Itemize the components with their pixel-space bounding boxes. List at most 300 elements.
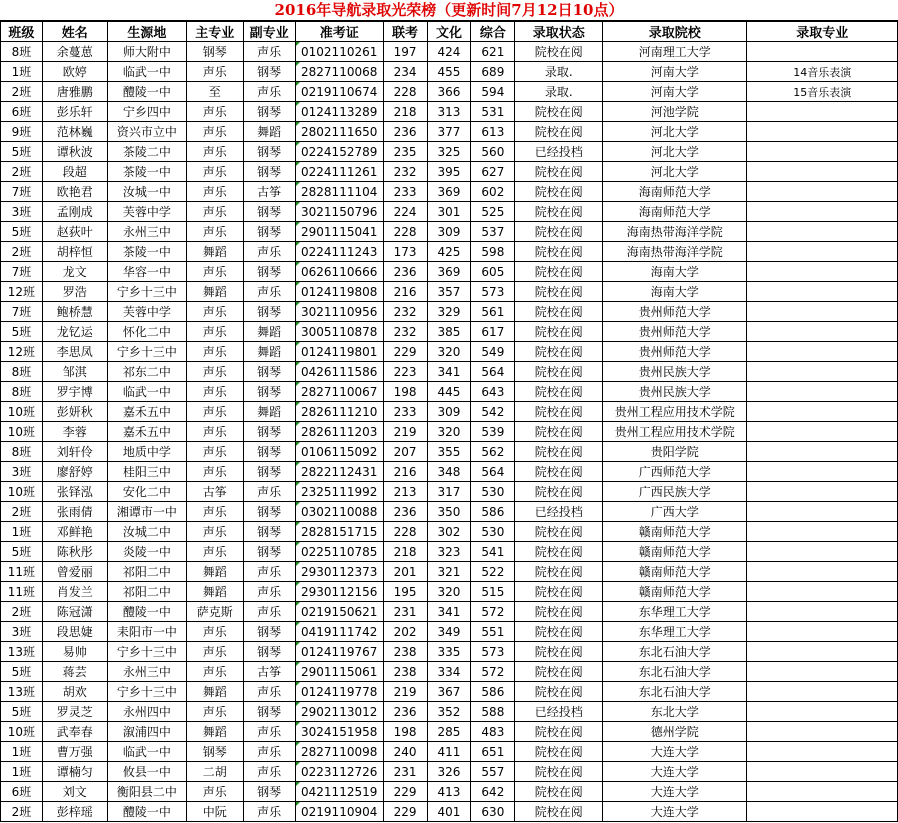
table-cell[interactable]: 5班 bbox=[1, 702, 43, 722]
table-cell[interactable]: 大连大学 bbox=[603, 762, 747, 782]
table-cell[interactable]: 声乐 bbox=[187, 342, 243, 362]
table-cell[interactable]: 3班 bbox=[1, 202, 43, 222]
table-cell[interactable]: 195 bbox=[383, 582, 427, 602]
table-cell[interactable]: 钢琴 bbox=[243, 262, 295, 282]
table-cell[interactable]: 声乐 bbox=[243, 722, 295, 742]
table-cell[interactable]: 院校在阅 bbox=[515, 382, 603, 402]
table-cell[interactable]: 声乐 bbox=[243, 762, 295, 782]
table-cell[interactable]: 2826111203 bbox=[295, 422, 383, 442]
table-cell[interactable]: 声乐 bbox=[187, 182, 243, 202]
table-cell[interactable]: 声乐 bbox=[187, 62, 243, 82]
table-cell[interactable]: 曹万强 bbox=[42, 742, 107, 762]
table-cell[interactable]: 572 bbox=[471, 602, 515, 622]
table-cell[interactable]: 河池学院 bbox=[603, 102, 747, 122]
table-cell[interactable]: 钢琴 bbox=[243, 202, 295, 222]
table-cell[interactable]: 11班 bbox=[1, 582, 43, 602]
table-cell[interactable] bbox=[747, 522, 898, 542]
table-cell[interactable]: 大连大学 bbox=[603, 742, 747, 762]
table-cell[interactable]: 余蔓葸 bbox=[42, 42, 107, 62]
table-cell[interactable]: 234 bbox=[383, 62, 427, 82]
table-cell[interactable]: 宁乡十三中 bbox=[107, 282, 186, 302]
table-cell[interactable]: 贵阳学院 bbox=[603, 442, 747, 462]
table-cell[interactable]: 古筝 bbox=[187, 482, 243, 502]
table-cell[interactable]: 630 bbox=[471, 802, 515, 822]
table-cell[interactable]: 贵州师范大学 bbox=[603, 302, 747, 322]
table-cell[interactable] bbox=[747, 42, 898, 62]
table-cell[interactable]: 赵荻叶 bbox=[42, 222, 107, 242]
table-cell[interactable]: 541 bbox=[471, 542, 515, 562]
table-cell[interactable]: 216 bbox=[383, 282, 427, 302]
table-cell[interactable]: 声乐 bbox=[243, 242, 295, 262]
table-cell[interactable]: 赣南师范大学 bbox=[603, 582, 747, 602]
column-header[interactable]: 综合 bbox=[471, 22, 515, 42]
table-cell[interactable]: 段超 bbox=[42, 162, 107, 182]
table-cell[interactable]: 557 bbox=[471, 762, 515, 782]
table-cell[interactable]: 0225110785 bbox=[295, 542, 383, 562]
table-cell[interactable]: 198 bbox=[383, 382, 427, 402]
table-cell[interactable]: 551 bbox=[471, 622, 515, 642]
table-cell[interactable] bbox=[747, 242, 898, 262]
table-cell[interactable]: 236 bbox=[383, 502, 427, 522]
table-cell[interactable]: 声乐 bbox=[187, 142, 243, 162]
table-cell[interactable]: 530 bbox=[471, 482, 515, 502]
table-cell[interactable]: 2827110098 bbox=[295, 742, 383, 762]
table-cell[interactable]: 赣南师范大学 bbox=[603, 542, 747, 562]
table-cell[interactable]: 228 bbox=[383, 522, 427, 542]
table-cell[interactable]: 1班 bbox=[1, 522, 43, 542]
table-cell[interactable]: 祁阳二中 bbox=[107, 582, 186, 602]
table-cell[interactable]: 207 bbox=[383, 442, 427, 462]
table-cell[interactable]: 0224111243 bbox=[295, 242, 383, 262]
table-cell[interactable]: 声乐 bbox=[243, 562, 295, 582]
table-cell[interactable]: 广西师范大学 bbox=[603, 462, 747, 482]
table-cell[interactable]: 3班 bbox=[1, 622, 43, 642]
table-cell[interactable]: 舞蹈 bbox=[243, 122, 295, 142]
table-cell[interactable]: 贵州师范大学 bbox=[603, 322, 747, 342]
table-cell[interactable]: 钢琴 bbox=[243, 462, 295, 482]
table-cell[interactable]: 古筝 bbox=[243, 182, 295, 202]
table-cell[interactable]: 341 bbox=[427, 362, 471, 382]
table-cell[interactable]: 攸县一中 bbox=[107, 762, 186, 782]
table-cell[interactable]: 声乐 bbox=[187, 542, 243, 562]
table-cell[interactable]: 贵州师范大学 bbox=[603, 342, 747, 362]
table-cell[interactable]: 声乐 bbox=[243, 482, 295, 502]
table-cell[interactable]: 0426111586 bbox=[295, 362, 383, 382]
table-cell[interactable]: 11班 bbox=[1, 562, 43, 582]
table-cell[interactable]: 院校在阅 bbox=[515, 522, 603, 542]
table-cell[interactable]: 院校在阅 bbox=[515, 722, 603, 742]
table-cell[interactable]: 中阮 bbox=[187, 802, 243, 822]
table-cell[interactable]: 531 bbox=[471, 102, 515, 122]
table-cell[interactable]: 钢琴 bbox=[243, 222, 295, 242]
table-cell[interactable]: 舞蹈 bbox=[243, 322, 295, 342]
table-cell[interactable]: 地质中学 bbox=[107, 442, 186, 462]
table-cell[interactable]: 9班 bbox=[1, 122, 43, 142]
table-cell[interactable]: 313 bbox=[427, 102, 471, 122]
table-cell[interactable] bbox=[747, 482, 898, 502]
table-cell[interactable]: 院校在阅 bbox=[515, 42, 603, 62]
table-cell[interactable]: 522 bbox=[471, 562, 515, 582]
table-cell[interactable]: 0223112726 bbox=[295, 762, 383, 782]
table-cell[interactable]: 师大附中 bbox=[107, 42, 186, 62]
table-cell[interactable]: 594 bbox=[471, 82, 515, 102]
table-cell[interactable]: 陈冠潇 bbox=[42, 602, 107, 622]
table-cell[interactable] bbox=[747, 682, 898, 702]
table-cell[interactable]: 425 bbox=[427, 242, 471, 262]
table-cell[interactable]: 河北大学 bbox=[603, 142, 747, 162]
table-cell[interactable]: 0219150621 bbox=[295, 602, 383, 622]
table-cell[interactable] bbox=[747, 542, 898, 562]
table-cell[interactable]: 罗灵芝 bbox=[42, 702, 107, 722]
table-cell[interactable]: 643 bbox=[471, 382, 515, 402]
table-cell[interactable]: 229 bbox=[383, 802, 427, 822]
table-cell[interactable]: 舞蹈 bbox=[187, 242, 243, 262]
table-cell[interactable] bbox=[747, 202, 898, 222]
table-cell[interactable]: 236 bbox=[383, 122, 427, 142]
table-cell[interactable]: 341 bbox=[427, 602, 471, 622]
table-cell[interactable]: 至 bbox=[187, 82, 243, 102]
table-cell[interactable]: 6班 bbox=[1, 102, 43, 122]
table-cell[interactable]: 3021150796 bbox=[295, 202, 383, 222]
table-cell[interactable]: 5班 bbox=[1, 322, 43, 342]
table-cell[interactable]: 钢琴 bbox=[243, 442, 295, 462]
table-cell[interactable]: 钢琴 bbox=[243, 422, 295, 442]
table-cell[interactable]: 369 bbox=[427, 262, 471, 282]
table-cell[interactable]: 院校在阅 bbox=[515, 262, 603, 282]
table-cell[interactable]: 0124119778 bbox=[295, 682, 383, 702]
table-cell[interactable]: 院校在阅 bbox=[515, 742, 603, 762]
table-cell[interactable]: 声乐 bbox=[187, 402, 243, 422]
table-cell[interactable]: 院校在阅 bbox=[515, 202, 603, 222]
table-cell[interactable]: 301 bbox=[427, 202, 471, 222]
table-cell[interactable]: 院校在阅 bbox=[515, 802, 603, 822]
table-cell[interactable]: 2901115041 bbox=[295, 222, 383, 242]
table-cell[interactable]: 2828111104 bbox=[295, 182, 383, 202]
table-cell[interactable]: 0224111261 bbox=[295, 162, 383, 182]
table-cell[interactable]: 东北石油大学 bbox=[603, 642, 747, 662]
table-cell[interactable]: 声乐 bbox=[187, 382, 243, 402]
table-cell[interactable]: 东北石油大学 bbox=[603, 682, 747, 702]
table-cell[interactable]: 642 bbox=[471, 782, 515, 802]
table-cell[interactable]: 240 bbox=[383, 742, 427, 762]
table-cell[interactable]: 7班 bbox=[1, 262, 43, 282]
table-cell[interactable]: 钢琴 bbox=[243, 642, 295, 662]
column-header[interactable]: 录取状态 bbox=[515, 22, 603, 42]
table-cell[interactable]: 233 bbox=[383, 402, 427, 422]
table-cell[interactable]: 湘谭市一中 bbox=[107, 502, 186, 522]
table-cell[interactable]: 院校在阅 bbox=[515, 362, 603, 382]
table-cell[interactable]: 352 bbox=[427, 702, 471, 722]
table-cell[interactable]: 0626110666 bbox=[295, 262, 383, 282]
table-cell[interactable]: 院校在阅 bbox=[515, 462, 603, 482]
table-cell[interactable]: 586 bbox=[471, 682, 515, 702]
table-cell[interactable]: 刘文 bbox=[42, 782, 107, 802]
table-cell[interactable]: 7班 bbox=[1, 182, 43, 202]
table-cell[interactable]: 河南大学 bbox=[603, 82, 747, 102]
table-cell[interactable]: 238 bbox=[383, 642, 427, 662]
table-cell[interactable] bbox=[747, 642, 898, 662]
table-cell[interactable]: 陈秋彤 bbox=[42, 542, 107, 562]
table-cell[interactable] bbox=[747, 162, 898, 182]
table-cell[interactable]: 233 bbox=[383, 182, 427, 202]
table-cell[interactable]: 2828151715 bbox=[295, 522, 383, 542]
column-header[interactable]: 录取院校 bbox=[603, 22, 747, 42]
table-cell[interactable]: 临武一中 bbox=[107, 62, 186, 82]
table-cell[interactable]: 声乐 bbox=[187, 302, 243, 322]
table-cell[interactable]: 钢琴 bbox=[243, 162, 295, 182]
table-cell[interactable]: 钢琴 bbox=[243, 142, 295, 162]
table-cell[interactable]: 二胡 bbox=[187, 762, 243, 782]
table-cell[interactable]: 汝城一中 bbox=[107, 182, 186, 202]
table-cell[interactable]: 钢琴 bbox=[243, 102, 295, 122]
table-cell[interactable]: 院校在阅 bbox=[515, 302, 603, 322]
table-cell[interactable]: 236 bbox=[383, 262, 427, 282]
table-cell[interactable]: 483 bbox=[471, 722, 515, 742]
table-cell[interactable]: 茶陵一中 bbox=[107, 162, 186, 182]
table-cell[interactable]: 219 bbox=[383, 682, 427, 702]
table-cell[interactable]: 录取. bbox=[515, 62, 603, 82]
table-cell[interactable]: 廖舒婷 bbox=[42, 462, 107, 482]
table-cell[interactable]: 613 bbox=[471, 122, 515, 142]
table-cell[interactable]: 223 bbox=[383, 362, 427, 382]
table-cell[interactable]: 2822112431 bbox=[295, 462, 383, 482]
table-cell[interactable] bbox=[747, 122, 898, 142]
table-cell[interactable] bbox=[747, 342, 898, 362]
table-cell[interactable]: 院校在阅 bbox=[515, 602, 603, 622]
table-cell[interactable]: 舞蹈 bbox=[187, 722, 243, 742]
table-cell[interactable]: 218 bbox=[383, 542, 427, 562]
column-header[interactable]: 准考证 bbox=[295, 22, 383, 42]
table-cell[interactable]: 河南大学 bbox=[603, 62, 747, 82]
table-cell[interactable]: 钢琴 bbox=[243, 302, 295, 322]
table-cell[interactable]: 宁乡十三中 bbox=[107, 642, 186, 662]
table-cell[interactable]: 录取. bbox=[515, 82, 603, 102]
table-cell[interactable]: 411 bbox=[427, 742, 471, 762]
table-cell[interactable]: 235 bbox=[383, 142, 427, 162]
table-cell[interactable]: 10班 bbox=[1, 482, 43, 502]
table-cell[interactable]: 586 bbox=[471, 502, 515, 522]
table-cell[interactable]: 3024151958 bbox=[295, 722, 383, 742]
table-cell[interactable]: 宁乡四中 bbox=[107, 102, 186, 122]
table-cell[interactable]: 李蓉 bbox=[42, 422, 107, 442]
table-cell[interactable]: 临武一中 bbox=[107, 742, 186, 762]
table-cell[interactable]: 院校在阅 bbox=[515, 322, 603, 342]
table-cell[interactable]: 院校在阅 bbox=[515, 582, 603, 602]
table-cell[interactable]: 321 bbox=[427, 562, 471, 582]
table-cell[interactable]: 202 bbox=[383, 622, 427, 642]
table-cell[interactable]: 627 bbox=[471, 162, 515, 182]
table-cell[interactable]: 564 bbox=[471, 362, 515, 382]
table-cell[interactable]: 542 bbox=[471, 402, 515, 422]
table-cell[interactable]: 320 bbox=[427, 582, 471, 602]
table-cell[interactable]: 5班 bbox=[1, 222, 43, 242]
table-cell[interactable]: 515 bbox=[471, 582, 515, 602]
table-cell[interactable]: 588 bbox=[471, 702, 515, 722]
table-cell[interactable] bbox=[747, 442, 898, 462]
table-cell[interactable]: 231 bbox=[383, 602, 427, 622]
table-cell[interactable] bbox=[747, 742, 898, 762]
table-cell[interactable] bbox=[747, 662, 898, 682]
table-cell[interactable] bbox=[747, 262, 898, 282]
table-cell[interactable]: 嘉禾五中 bbox=[107, 402, 186, 422]
table-cell[interactable]: 永州三中 bbox=[107, 662, 186, 682]
table-cell[interactable]: 刘轩伶 bbox=[42, 442, 107, 462]
table-cell[interactable]: 赣南师范大学 bbox=[603, 522, 747, 542]
table-cell[interactable]: 377 bbox=[427, 122, 471, 142]
table-cell[interactable] bbox=[747, 802, 898, 822]
table-cell[interactable]: 302 bbox=[427, 522, 471, 542]
table-cell[interactable]: 367 bbox=[427, 682, 471, 702]
table-cell[interactable]: 357 bbox=[427, 282, 471, 302]
table-cell[interactable]: 院校在阅 bbox=[515, 682, 603, 702]
table-cell[interactable] bbox=[747, 702, 898, 722]
table-cell[interactable] bbox=[747, 782, 898, 802]
table-cell[interactable]: 320 bbox=[427, 422, 471, 442]
column-header[interactable]: 班级 bbox=[1, 22, 43, 42]
table-cell[interactable]: 谭秋波 bbox=[42, 142, 107, 162]
table-cell[interactable]: 309 bbox=[427, 402, 471, 422]
table-cell[interactable]: 5班 bbox=[1, 542, 43, 562]
table-cell[interactable]: 声乐 bbox=[187, 362, 243, 382]
table-cell[interactable]: 已经投档 bbox=[515, 502, 603, 522]
table-cell[interactable]: 贵州民族大学 bbox=[603, 382, 747, 402]
table-cell[interactable]: 537 bbox=[471, 222, 515, 242]
table-cell[interactable]: 455 bbox=[427, 62, 471, 82]
table-cell[interactable]: 院校在阅 bbox=[515, 242, 603, 262]
table-cell[interactable]: 10班 bbox=[1, 722, 43, 742]
table-cell[interactable]: 祁阳二中 bbox=[107, 562, 186, 582]
table-cell[interactable]: 罗宇博 bbox=[42, 382, 107, 402]
table-cell[interactable]: 醴陵一中 bbox=[107, 82, 186, 102]
column-header[interactable]: 生源地 bbox=[107, 22, 186, 42]
table-cell[interactable]: 1班 bbox=[1, 62, 43, 82]
table-cell[interactable]: 钢琴 bbox=[243, 782, 295, 802]
column-header[interactable]: 录取专业 bbox=[747, 22, 898, 42]
table-cell[interactable]: 声乐 bbox=[243, 42, 295, 62]
table-cell[interactable]: 院校在阅 bbox=[515, 562, 603, 582]
table-cell[interactable]: 声乐 bbox=[243, 602, 295, 622]
table-cell[interactable]: 声乐 bbox=[243, 802, 295, 822]
table-cell[interactable]: 560 bbox=[471, 142, 515, 162]
table-cell[interactable]: 350 bbox=[427, 502, 471, 522]
table-cell[interactable]: 10班 bbox=[1, 422, 43, 442]
table-cell[interactable]: 562 bbox=[471, 442, 515, 462]
table-cell[interactable]: 229 bbox=[383, 782, 427, 802]
table-cell[interactable]: 385 bbox=[427, 322, 471, 342]
column-header[interactable]: 主专业 bbox=[187, 22, 243, 42]
table-cell[interactable]: 炎陵一中 bbox=[107, 542, 186, 562]
table-cell[interactable]: 钢琴 bbox=[243, 62, 295, 82]
table-cell[interactable]: 曾爱丽 bbox=[42, 562, 107, 582]
table-cell[interactable]: 彭妍秋 bbox=[42, 402, 107, 422]
table-cell[interactable]: 已经投档 bbox=[515, 702, 603, 722]
table-cell[interactable]: 395 bbox=[427, 162, 471, 182]
table-cell[interactable]: 224 bbox=[383, 202, 427, 222]
table-cell[interactable]: 声乐 bbox=[187, 202, 243, 222]
table-cell[interactable]: 285 bbox=[427, 722, 471, 742]
table-cell[interactable]: 邹淇 bbox=[42, 362, 107, 382]
table-cell[interactable]: 0419111742 bbox=[295, 622, 383, 642]
table-cell[interactable]: 2班 bbox=[1, 502, 43, 522]
table-cell[interactable] bbox=[747, 722, 898, 742]
table-cell[interactable]: 贵州工程应用技术学院 bbox=[603, 422, 747, 442]
table-cell[interactable]: 段思婕 bbox=[42, 622, 107, 642]
table-cell[interactable]: 院校在阅 bbox=[515, 442, 603, 462]
table-cell[interactable]: 197 bbox=[383, 42, 427, 62]
table-cell[interactable] bbox=[747, 322, 898, 342]
table-cell[interactable]: 530 bbox=[471, 522, 515, 542]
table-cell[interactable] bbox=[747, 422, 898, 442]
table-cell[interactable]: 2827110067 bbox=[295, 382, 383, 402]
table-cell[interactable]: 茶陵二中 bbox=[107, 142, 186, 162]
table-cell[interactable] bbox=[747, 622, 898, 642]
table-cell[interactable]: 大连大学 bbox=[603, 802, 747, 822]
table-cell[interactable]: 573 bbox=[471, 282, 515, 302]
table-cell[interactable]: 声乐 bbox=[243, 282, 295, 302]
table-cell[interactable]: 钢琴 bbox=[243, 362, 295, 382]
table-cell[interactable]: 2325111992 bbox=[295, 482, 383, 502]
table-cell[interactable] bbox=[747, 142, 898, 162]
table-cell[interactable] bbox=[747, 582, 898, 602]
table-cell[interactable]: 永州四中 bbox=[107, 702, 186, 722]
table-cell[interactable]: 564 bbox=[471, 462, 515, 482]
table-cell[interactable]: 肖发兰 bbox=[42, 582, 107, 602]
table-cell[interactable]: 549 bbox=[471, 342, 515, 362]
table-cell[interactable]: 芙蓉中学 bbox=[107, 302, 186, 322]
table-cell[interactable]: 唐雅鹏 bbox=[42, 82, 107, 102]
table-cell[interactable]: 谭楠匀 bbox=[42, 762, 107, 782]
table-cell[interactable]: 李思凤 bbox=[42, 342, 107, 362]
table-cell[interactable]: 7班 bbox=[1, 302, 43, 322]
table-cell[interactable]: 3005110878 bbox=[295, 322, 383, 342]
table-cell[interactable]: 范林巍 bbox=[42, 122, 107, 142]
table-cell[interactable]: 572 bbox=[471, 662, 515, 682]
table-cell[interactable]: 罗浩 bbox=[42, 282, 107, 302]
table-cell[interactable]: 武奉春 bbox=[42, 722, 107, 742]
table-cell[interactable]: 声乐 bbox=[187, 502, 243, 522]
table-cell[interactable]: 声乐 bbox=[187, 122, 243, 142]
table-cell[interactable]: 0302110088 bbox=[295, 502, 383, 522]
table-cell[interactable]: 201 bbox=[383, 562, 427, 582]
table-cell[interactable]: 临武一中 bbox=[107, 382, 186, 402]
table-cell[interactable]: 声乐 bbox=[187, 622, 243, 642]
table-cell[interactable]: 院校在阅 bbox=[515, 782, 603, 802]
table-cell[interactable]: 汝城二中 bbox=[107, 522, 186, 542]
table-cell[interactable]: 2班 bbox=[1, 82, 43, 102]
table-cell[interactable]: 232 bbox=[383, 302, 427, 322]
table-cell[interactable]: 安化二中 bbox=[107, 482, 186, 502]
table-cell[interactable]: 院校在阅 bbox=[515, 222, 603, 242]
table-cell[interactable]: 宁乡十三中 bbox=[107, 682, 186, 702]
table-cell[interactable]: 0102110261 bbox=[295, 42, 383, 62]
table-cell[interactable]: 326 bbox=[427, 762, 471, 782]
table-cell[interactable]: 海南师范大学 bbox=[603, 182, 747, 202]
table-cell[interactable]: 鲍桥慧 bbox=[42, 302, 107, 322]
table-cell[interactable]: 1班 bbox=[1, 762, 43, 782]
table-cell[interactable]: 539 bbox=[471, 422, 515, 442]
table-cell[interactable]: 0219110904 bbox=[295, 802, 383, 822]
table-cell[interactable]: 561 bbox=[471, 302, 515, 322]
table-cell[interactable]: 1班 bbox=[1, 742, 43, 762]
table-cell[interactable]: 2930112156 bbox=[295, 582, 383, 602]
table-cell[interactable]: 598 bbox=[471, 242, 515, 262]
table-cell[interactable]: 赣南师范大学 bbox=[603, 562, 747, 582]
table-cell[interactable]: 芙蓉中学 bbox=[107, 202, 186, 222]
table-cell[interactable]: 张雨倩 bbox=[42, 502, 107, 522]
table-cell[interactable] bbox=[747, 502, 898, 522]
table-cell[interactable]: 永州三中 bbox=[107, 222, 186, 242]
table-cell[interactable]: 323 bbox=[427, 542, 471, 562]
